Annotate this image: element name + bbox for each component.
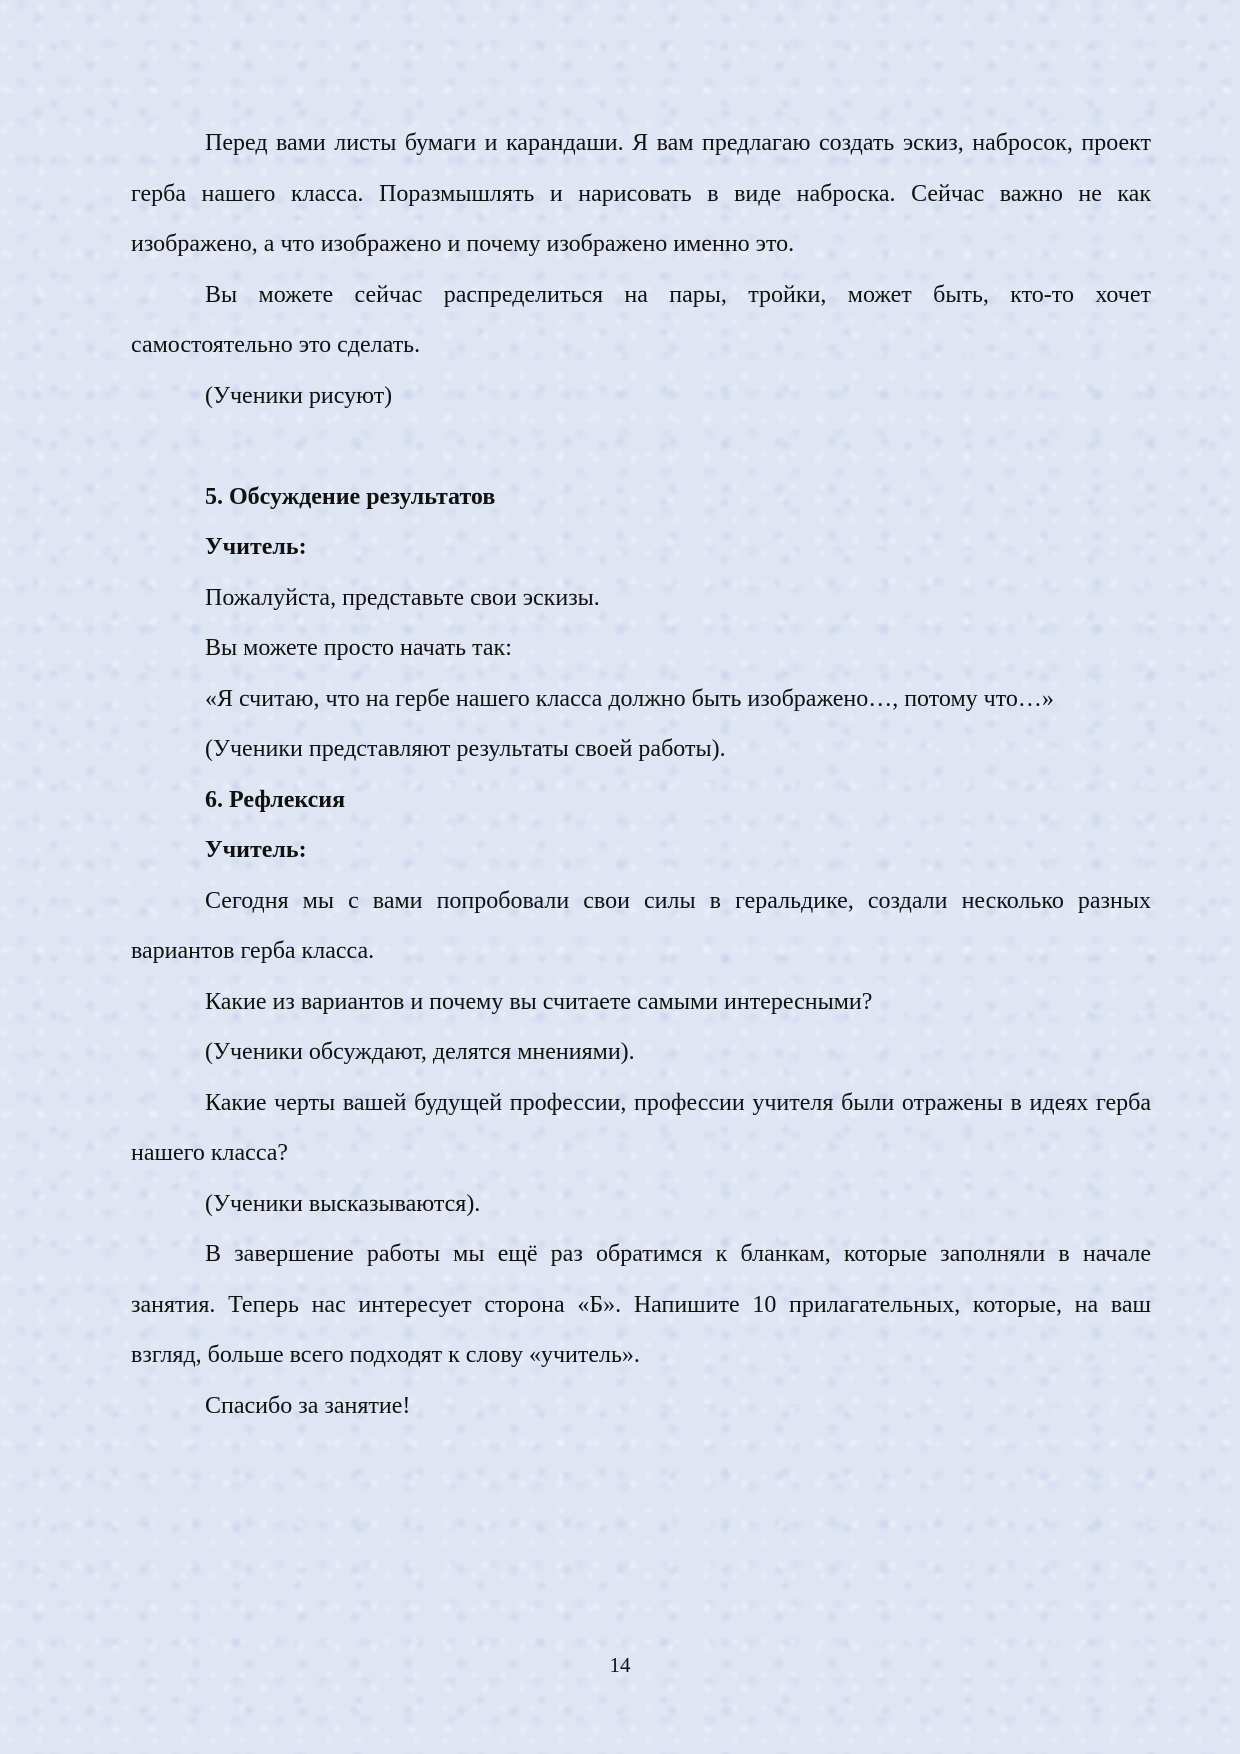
paragraph: Какие из вариантов и почему вы считаете самыми интересными? [205,988,873,1015]
paragraph: Сегодня мы с вами попробовали свои силы в геральдике, создали несколько разных вариантов герба класса. [131,887,1151,964]
document-body [131,118,1151,1431]
paragraph: (Ученики представляют результаты своей работы). [205,736,726,762]
paragraph: Спасибо за занятие! [205,1392,411,1419]
section-heading: 5. Обсуждение результатов [205,483,496,510]
speaker-label: Учитель: [205,534,307,560]
speaker-label: Учитель: [205,837,307,863]
page-number: 14 [609,1653,631,1677]
quote-paragraph: «Я считаю, что на гербе нашего класса должно быть изображено…, потому что…» [205,685,1054,712]
paragraph: Вы можете сейчас распределиться на пары, тройки, может быть, кто-то хочет самостоятельно это сделать. [131,281,1151,358]
paragraph: Какие черты вашей будущей профессии, профессии учителя были отражены в идеях герба нашего класса? [131,1089,1151,1166]
section-heading: 6. Рефлексия [205,786,346,813]
blank-line [131,421,1151,472]
paragraph: (Ученики обсуждают, делятся мнениями). [205,1039,635,1065]
paragraph: Перед вами листы бумаги и карандаши. Я вам предлагаю создать эскиз, набросок, проект герба нашего класса. Поразмышлять и нарисовать в виде наброска. Сейчас важно не как изображено, а что изображено и почему изображено именно это. [131,130,1151,257]
paragraph: Пожалуйста, представьте свои эскизы. [205,584,600,611]
paragraph: Вы можете просто начать так: [205,635,512,661]
paragraph: В завершение работы мы ещё раз обратимся к бланкам, которые заполняли в начале занятия. Теперь нас интересует сторона «Б». Напишите 10 прилагательных, которые, на ваш взгляд, больше всего подходят к слову «учитель». [131,1241,1151,1368]
paragraph: (Ученики рисуют) [205,382,393,409]
paragraph: (Ученики высказываются). [205,1190,481,1217]
